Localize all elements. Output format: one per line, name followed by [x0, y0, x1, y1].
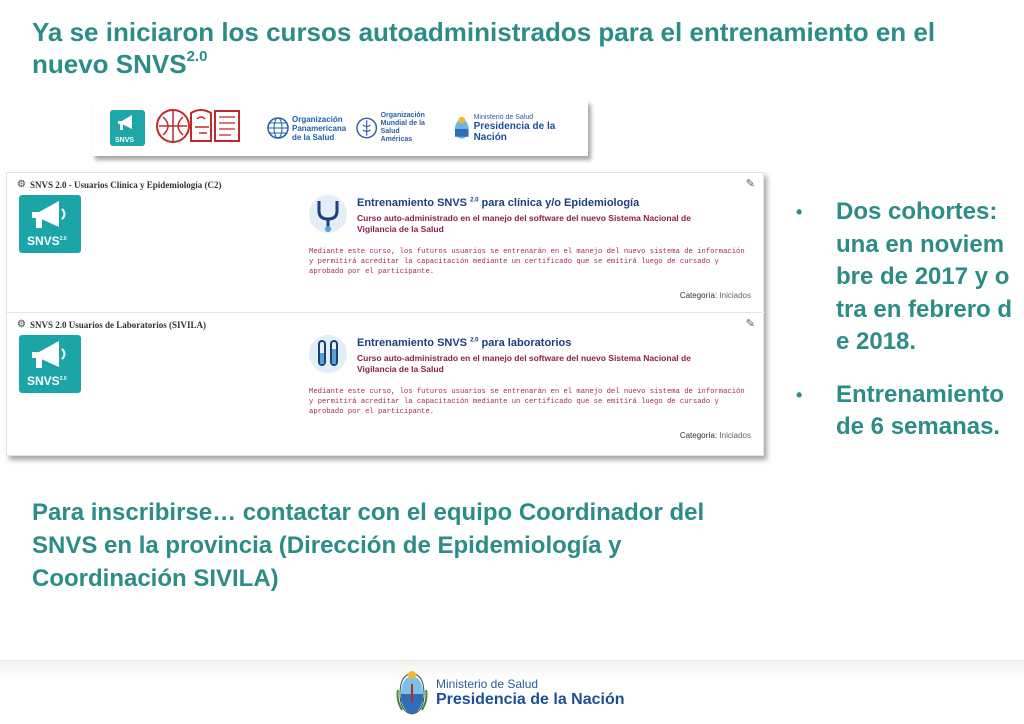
course-card-clinica[interactable] — [7, 173, 765, 313]
slide-title-text: Ya se iniciaron los cursos autoadministrados para el entrenamiento en el nuevo SNVS — [32, 17, 936, 79]
category-value[interactable]: Iniciados — [719, 291, 751, 300]
globe-icon — [267, 117, 289, 139]
bullet-item — [796, 196, 1020, 359]
doctor-emblem-icon — [155, 105, 243, 147]
ops-line1: Organización — [291, 114, 343, 124]
footer-line1: Ministerio de Salud — [436, 677, 539, 691]
category-label: Categoría: — [679, 291, 718, 300]
coat-of-arms-icon — [454, 116, 470, 140]
snvs-course-tile[interactable] — [19, 195, 81, 253]
gear-icon: ⚙ — [17, 179, 26, 190]
snvs-tile-sup: 2.0 — [59, 376, 67, 382]
doctor-emblem-logo — [155, 105, 243, 152]
logo-banner — [92, 100, 588, 156]
bullet-text: Entrenamiento de 6 semanas. — [836, 380, 1005, 440]
megaphone-icon — [29, 199, 71, 231]
course-title-main: Entrenamiento SNVS — [357, 337, 468, 349]
megaphone-icon — [29, 339, 71, 371]
course-category — [680, 431, 751, 440]
snvs-course-tile[interactable] — [19, 335, 81, 393]
course-subtitle: Curso auto-administrado en el manejo del software del nuevo Sistema Nacional de Vigilancia de la Salud — [357, 353, 691, 374]
oms-line1: Organización — [380, 112, 425, 119]
who-emblem-icon — [356, 117, 377, 139]
bullet-marker: • — [796, 384, 803, 405]
course-title-tail: para laboratorios — [481, 337, 572, 349]
test-tubes-icon — [307, 333, 349, 375]
megaphone-icon — [116, 113, 140, 133]
course-title-tail: para clínica y/o Epidemiología — [481, 197, 640, 209]
snvs-tile-label: SNVS — [27, 374, 60, 388]
course-subtitle: Curso auto-administrado en el manejo del software del nuevo Sistema Nacional de Vigilancia de la Salud — [357, 213, 691, 234]
oms-line3: Américas — [380, 136, 413, 143]
course-description: Mediante este curso, los futuros usuarios se entrenarán en el manejo del nuevo sistema de información y permitirá acreditar la capacitación mediante un certificado que se emitirá luego de cursado y aprobado por el participante. — [309, 388, 745, 416]
ops-line3: de la Salud — [291, 132, 335, 142]
gear-icon: ⚙ — [17, 319, 26, 330]
category-value[interactable]: Iniciados — [719, 431, 751, 440]
bullet-marker: • — [796, 202, 803, 222]
course-header-text: SNVS 2.0 - Usuarios Clínica y Epidemiología (C2) — [29, 179, 222, 190]
oms-logo — [356, 112, 444, 144]
bullet-item — [796, 379, 1020, 444]
course-card-laboratorios[interactable] — [7, 313, 765, 453]
snvs-logo-label: SNVS — [115, 137, 135, 144]
coat-of-arms-icon — [396, 670, 428, 716]
course-header[interactable] — [17, 319, 206, 330]
edit-icon[interactable]: ✎ — [745, 178, 755, 190]
slide-title-sup: 2.0 — [186, 48, 208, 65]
snvs-tile-sup: 2.0 — [59, 236, 67, 242]
course-header-text: SNVS 2.0 Usuarios de Laboratorios (SIVILA) — [29, 319, 206, 330]
edit-icon[interactable]: ✎ — [745, 318, 755, 330]
course-title[interactable] — [357, 337, 571, 349]
ministerio-logo — [454, 114, 588, 143]
bullet-text: Dos cohortes: una en noviembre de 2017 y otra en febrero de 2018. — [836, 198, 1013, 355]
ops-logo — [267, 115, 346, 142]
footer-line2: Presidencia de la Nación — [436, 691, 625, 708]
slide-title — [32, 16, 992, 80]
courses-panel — [6, 172, 764, 456]
ministerio-line2: Presidencia de la Nación — [473, 120, 556, 143]
footer-ministerio-logo — [396, 670, 625, 716]
snvs-tile-label: SNVS — [27, 234, 60, 248]
course-title[interactable] — [357, 197, 639, 209]
ministerio-line1: Ministerio de Salud — [473, 113, 534, 121]
ops-line2: Panamericana — [291, 123, 347, 133]
snvs-logo — [110, 110, 145, 146]
course-title-sup: 2.0 — [470, 337, 479, 344]
course-title-main: Entrenamiento SNVS — [357, 197, 468, 209]
course-category — [680, 291, 751, 300]
stethoscope-icon — [307, 193, 349, 235]
course-title-sup: 2.0 — [470, 197, 479, 204]
course-description: Mediante este curso, los futuros usuarios se entrenarán en el manejo del nuevo sistema de información y permitirá acreditar la capacitación mediante un certificado que se emitirá luego de cursado y aprobado por el participante. — [309, 248, 745, 276]
category-label: Categoría: — [679, 431, 718, 440]
oms-line2: Mundial de la Salud — [380, 120, 425, 135]
course-header[interactable] — [17, 179, 221, 190]
bullet-list — [796, 196, 1020, 444]
registration-text: Para inscribirse… contactar con el equipo Coordinador del SNVS en la provincia (Dirección de Epidemiología y Coordinación SIVILA) — [32, 499, 705, 592]
